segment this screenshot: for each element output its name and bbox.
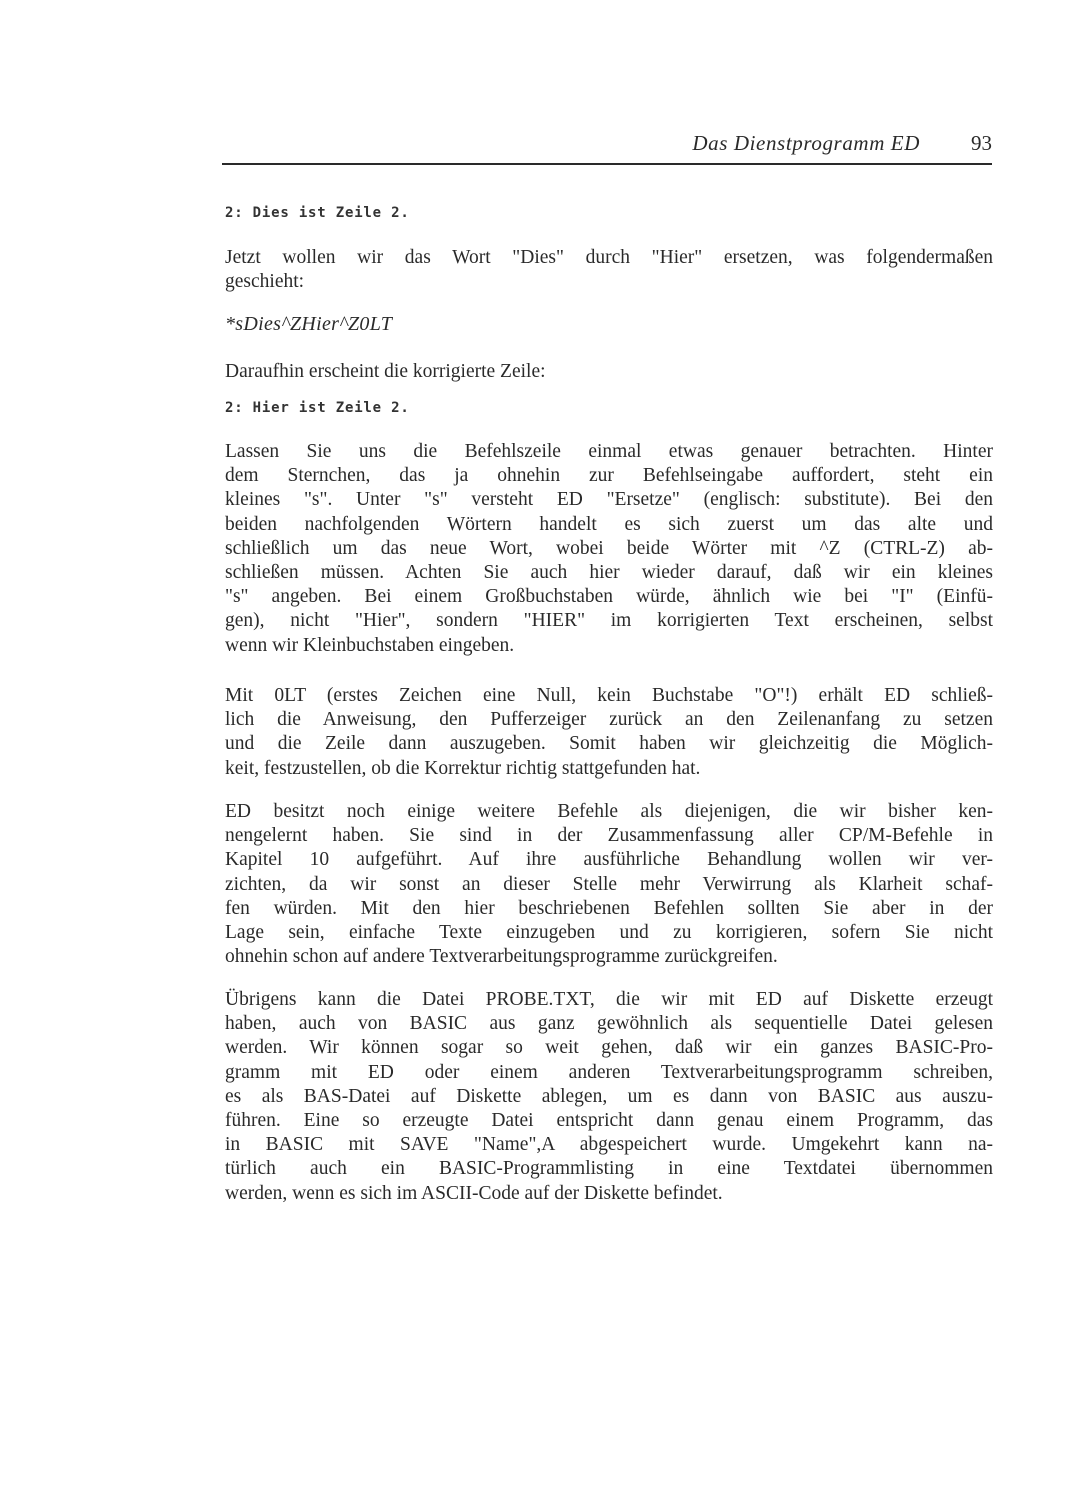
command-line: *sDies^ZHier^Z0LT: [225, 313, 393, 335]
output-line-1: 2: Dies ist Zeile 2.: [225, 205, 410, 221]
text-line: es als BAS-Datei auf Diskette ablegen, um es dann von BASIC aus auszu-: [225, 1085, 993, 1107]
text-line: wenn wir Kleinbuchstaben eingeben.: [225, 634, 515, 656]
text-line: in BASIC mit SAVE "Name",A abgespeichert wurde. Umgekehrt kann na-: [225, 1134, 993, 1156]
text-line: werden, wenn es sich im ASCII-Code auf der Diskette befindet.: [225, 1182, 723, 1204]
page-number: 93: [971, 131, 992, 155]
text-line: führen. Eine so erzeugte Datei entspricht dann genau einem Programm, das: [225, 1110, 993, 1132]
paragraph-4: [225, 684, 993, 781]
text-line: werden. Wir können sogar so weit gehen, daß wir ein ganzes BASIC-Pro-: [225, 1037, 993, 1059]
header-rule: [222, 163, 992, 165]
text-line: Daraufhin erscheint die korrigierte Zeile:: [225, 361, 546, 382]
text-line: Mit 0LT (erstes Zeichen eine Null, kein Buchstabe "O"!) erhält ED schließ-: [225, 685, 993, 706]
paragraph-1: [225, 246, 993, 294]
text-line: kleines "s". Unter "s" versteht ED "Ersetze" (englisch: substitute). Bei den: [225, 489, 993, 511]
paragraph-3: [225, 440, 993, 658]
text-line: fen würden. Mit den hier beschriebenen Befehlen sollten Sie aber in der: [225, 897, 993, 919]
paragraph-2: [225, 360, 993, 384]
text-line: ohnehin schon auf andere Textverarbeitungsprogramme zurückgreifen.: [225, 946, 778, 968]
text-line: beiden nachfolgenden Wörtern handelt es sich zuerst um das alte und: [225, 513, 993, 535]
text-line: türlich auch ein BASIC-Programmlisting in eine Textdatei übernommen: [225, 1158, 993, 1180]
text-line: Lage sein, einfache Texte einzugeben und zu korrigieren, sofern Sie nicht: [225, 922, 993, 944]
text-line: ED besitzt noch einige weitere Befehle als diejenigen, die wir bisher ken-: [225, 801, 993, 822]
text-line: schließlich um das neue Wort, wobei beide Wörter mit ^Z (CTRL-Z) ab-: [225, 537, 993, 559]
text-line: gramm mit ED oder einem anderen Textverarbeitungsprogramm schreiben,: [225, 1061, 993, 1083]
running-header: [222, 127, 992, 163]
paragraph-5: [225, 800, 993, 969]
text-line: gen), nicht "Hier", sondern "HIER" im korrigierten Text erscheinen, selbst: [225, 610, 993, 632]
text-line: geschieht:: [225, 271, 305, 293]
text-line: Lassen Sie uns die Befehlszeile einmal etwas genauer betrachten. Hinter: [225, 441, 993, 462]
chapter-title: Das Dienstprogramm ED: [692, 131, 920, 155]
output-line-2: 2: Hier ist Zeile 2.: [225, 400, 410, 416]
text-line: "s" angeben. Bei einem Großbuchstaben würde, ähnlich wie bei "I" (Einfü-: [225, 586, 993, 608]
paragraph-6: [225, 988, 993, 1206]
text-line: dem Sternchen, das ja ohnehin zur Befehlseingabe auffordert, steht ein: [225, 465, 993, 487]
text-line: keit, festzustellen, ob die Korrektur richtig stattgefunden hat.: [225, 757, 701, 779]
text-line: Jetzt wollen wir das Wort "Dies" durch "Hier" ersetzen, was folgendermaßen: [225, 247, 993, 268]
text-line: haben, auch von BASIC aus ganz gewöhnlich als sequentielle Datei gelesen: [225, 1013, 993, 1035]
text-line: schließen müssen. Achten Sie auch hier wieder darauf, daß wir ein kleines: [225, 562, 993, 584]
text-line: Kapitel 10 aufgeführt. Auf ihre ausführliche Behandlung wollen wir ver-: [225, 849, 993, 871]
text-line: und die Zeile dann auszugeben. Somit haben wir gleichzeitig die Möglich-: [225, 733, 993, 755]
text-line: Übrigens kann die Datei PROBE.TXT, die wir mit ED auf Diskette erzeugt: [225, 989, 993, 1010]
text-line: lich die Anweisung, den Pufferzeiger zurück an den Zeilenanfang zu setzen: [225, 709, 993, 731]
text-line: zichten, da wir sonst an dieser Stelle mehr Verwirrung als Klarheit schaf-: [225, 873, 993, 895]
text-line: nengelernt haben. Sie sind in der Zusammenfassung aller CP/M-Befehle in: [225, 825, 993, 847]
